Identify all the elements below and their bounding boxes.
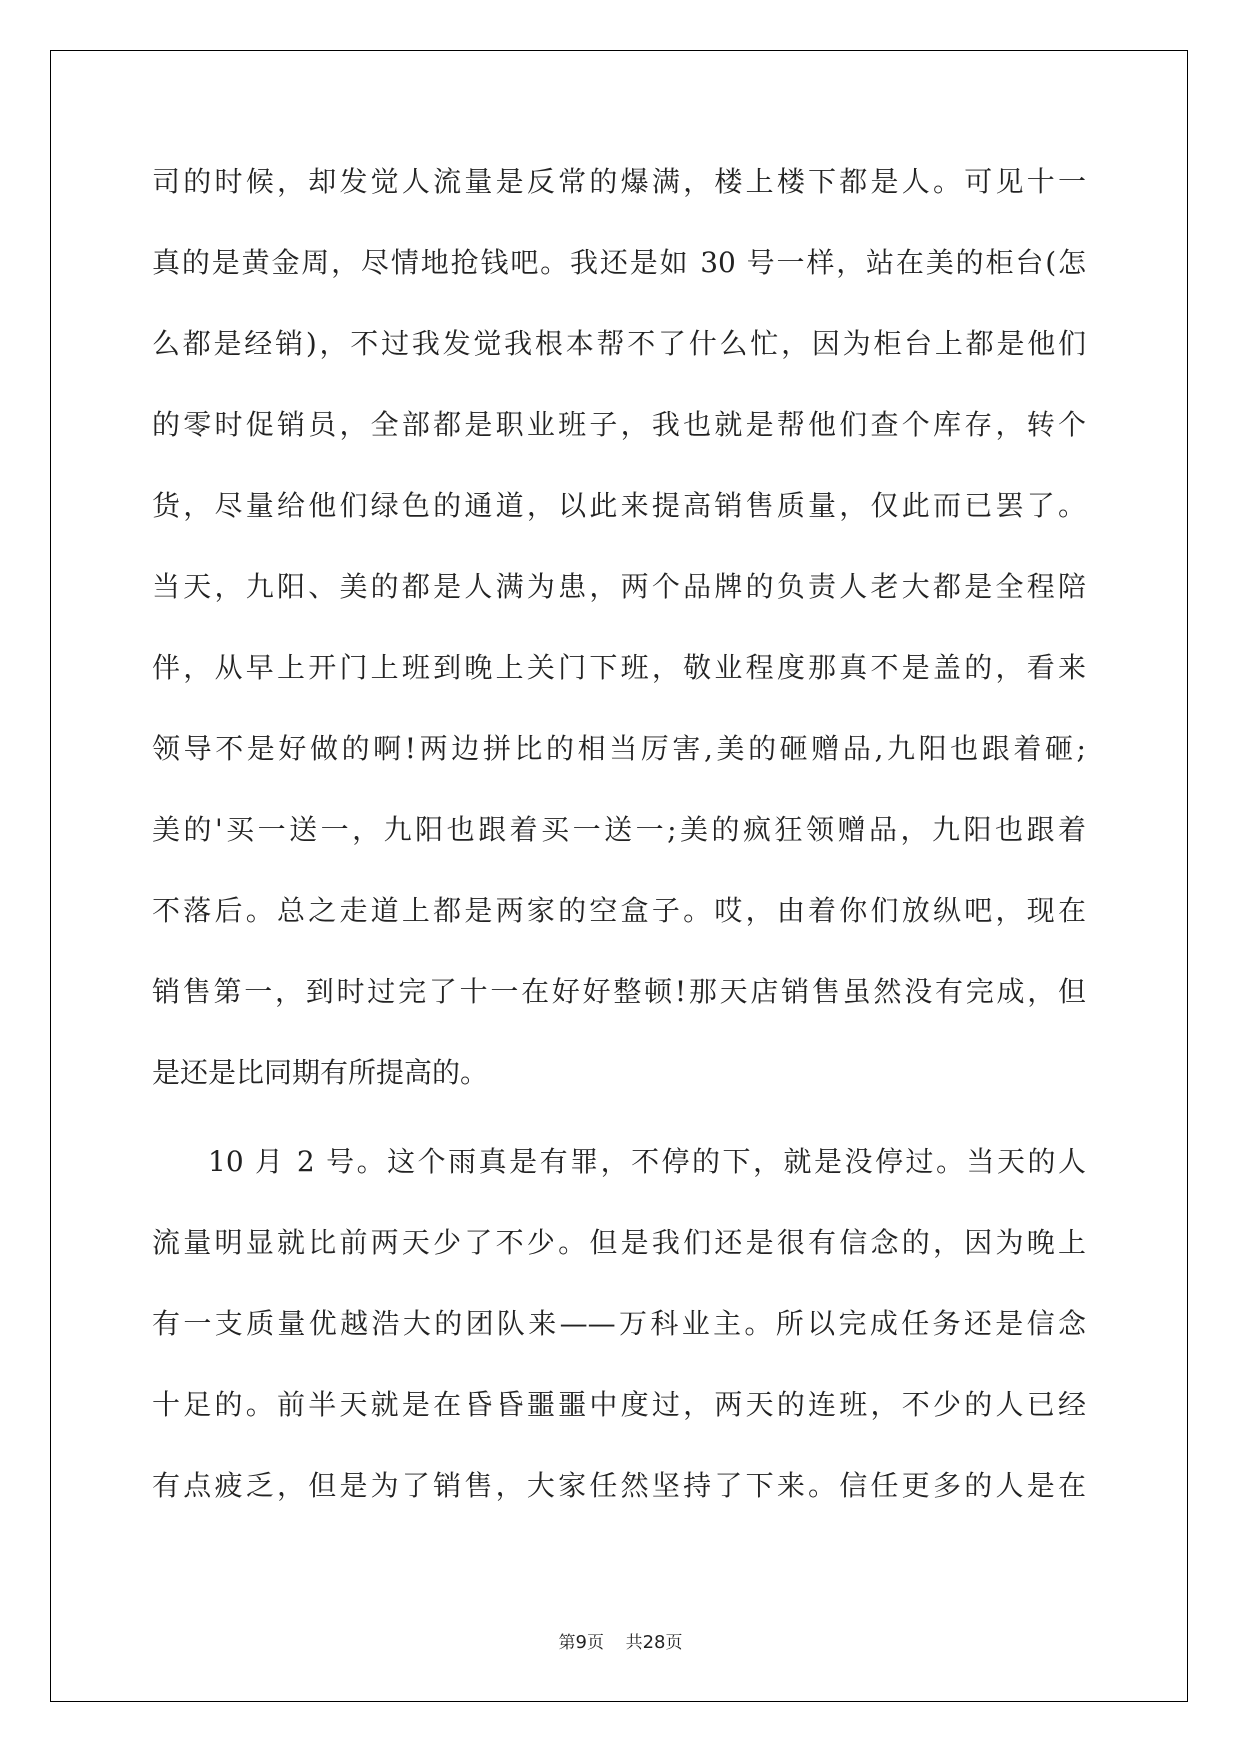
text-line: 司的时候，却发觉人流量是反常的爆满，楼上楼下都是人。可见十一 [152,165,1086,198]
text-line: 是还是比同期有所提高的。 [152,1056,489,1089]
paragraph [152,1130,1086,1535]
page-suffix: 页 [586,1633,604,1653]
text-line: 真的是黄金周，尽情地抢钱吧。我还是如 30 号一样，站在美的柜台(怎 [152,246,1086,279]
text-line: 伴，从早上开门上班到晚上关门下班，敬业程度那真不是盖的，看来 [152,651,1086,684]
paragraph [152,150,1086,1122]
text-line: 不落后。总之走道上都是两家的空盒子。哎，由着你们放纵吧，现在 [152,894,1086,927]
total-suffix: 页 [665,1633,683,1653]
total-pages: 28 [642,1632,666,1653]
page-number: 9 [575,1632,587,1653]
text-line: 有点疲乏，但是为了销售，大家任然坚持了下来。信任更多的人是在 [152,1469,1086,1502]
text-line: 十足的。前半天就是在昏昏噩噩中度过，两天的连班，不少的人已经 [152,1388,1086,1421]
text-line: 销售第一，到时过完了十一在好好整顿!那天店销售虽然没有完成，但 [152,975,1086,1008]
text-line: 么都是经销)，不过我发觉我根本帮不了什么忙，因为柜台上都是他们 [152,327,1086,360]
text-line: 领导不是好做的啊!两边拼比的相当厉害,美的砸赠品,九阳也跟着砸; [152,732,1086,765]
text-line: 当天，九阳、美的都是人满为患，两个品牌的负责人老大都是全程陪 [152,570,1086,603]
page-footer [0,1628,1241,1653]
paragraph-gap [152,1122,1086,1130]
text-line: 10 月 2 号。这个雨真是有罪，不停的下，就是没停过。当天的人 [208,1145,1086,1178]
text-line: 的零时促销员，全部都是职业班子，我也就是帮他们查个库存，转个 [152,408,1086,441]
text-line: 流量明显就比前两天少了不少。但是我们还是很有信念的，因为晚上 [152,1226,1086,1259]
text-line: 美的'买一送一，九阳也跟着买一送一;美的疯狂领赠品，九阳也跟着 [152,813,1086,846]
page-prefix: 第 [558,1633,576,1653]
text-line: 有一支质量优越浩大的团队来——万科业主。所以完成任务还是信念 [152,1307,1086,1340]
total-prefix: 共 [625,1633,643,1653]
document-body [152,150,1086,1535]
text-line: 货，尽量给他们绿色的通道，以此来提高销售质量，仅此而已罢了。 [152,489,1086,522]
